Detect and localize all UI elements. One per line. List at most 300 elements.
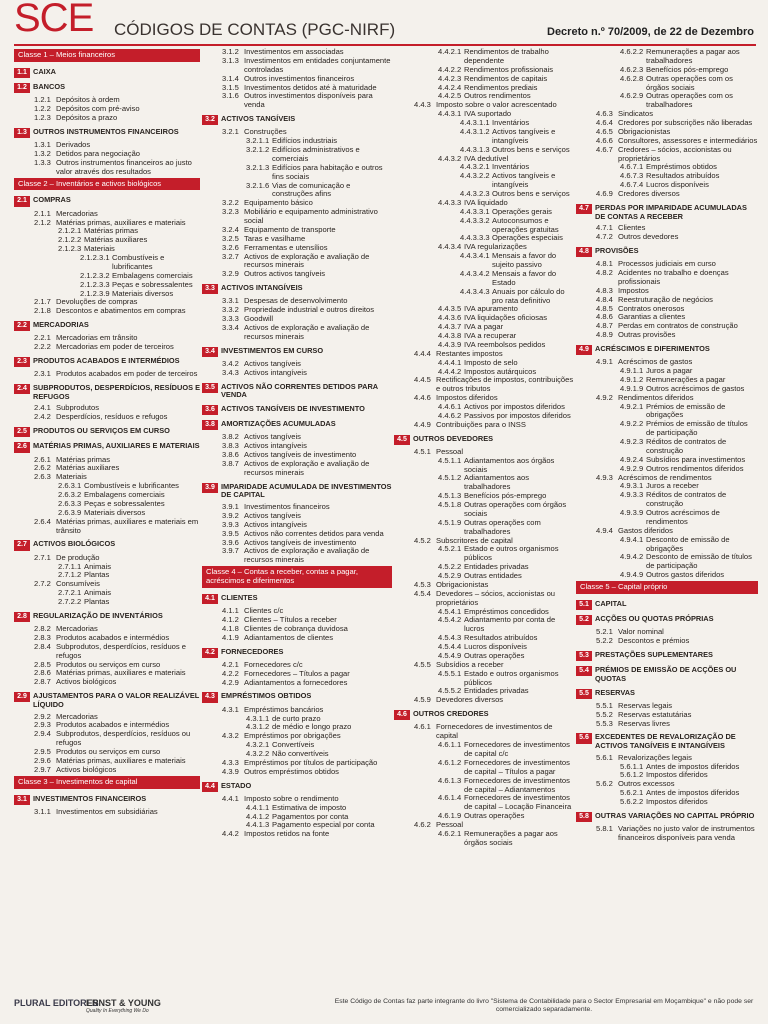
account-label: Desconto de emissão de títulos de participação [646, 552, 752, 571]
account-label: Impostos [618, 285, 649, 295]
account-number: 4.5.3 [414, 579, 431, 589]
account-number: 2.6.1 [34, 454, 51, 464]
account-label: Fornecedores c/c [244, 659, 303, 669]
account-label: Equipamento básico [244, 198, 313, 208]
account-section [202, 594, 392, 604]
account-number: 2.8.5 [34, 659, 51, 669]
account-label: Empréstimos bancários [244, 704, 324, 714]
account-label: Devoluções de compras [56, 297, 138, 307]
account-label: Plantas [84, 597, 110, 606]
account-item [576, 146, 758, 164]
account-number: 5.6.1.1 [620, 761, 644, 771]
account-number: 2.2.1 [34, 333, 51, 343]
account-label: Credores diversos [618, 189, 680, 198]
account-label: Reestruturação de negócios [618, 294, 713, 304]
account-number: 4.9.4.2 [620, 552, 644, 562]
account-number: 4.9.1.2 [620, 374, 644, 384]
account-number: 4.5.4.1 [438, 606, 462, 616]
account-item [394, 421, 574, 430]
account-item [202, 324, 392, 342]
section-title: PRÉMIOS DE EMISSÃO DE ACÇÕES OU QUOTAS [595, 665, 737, 683]
section-number: 2.8 [14, 612, 30, 622]
column-2 [202, 48, 392, 839]
section-title: PRODUTOS OU SERVIÇOS EM CURSO [33, 426, 170, 436]
account-label: Outras operações com os órgãos sociais [646, 73, 733, 92]
account-number: 3.3.1 [222, 296, 239, 306]
account-item [202, 208, 392, 226]
section-number: 3.5 [202, 383, 218, 393]
section-number: 4.3 [202, 692, 218, 702]
account-number: 5.5.1 [596, 700, 613, 710]
section-title: PRODUTOS ACABADOS E INTERMÉDIOS [33, 356, 180, 366]
account-number: 4.4.3.2.1 [460, 162, 490, 172]
account-number: 4.5.2.9 [438, 571, 462, 581]
section-number: 3.1 [14, 795, 30, 805]
section-number: 1.2 [14, 83, 30, 93]
section-number: 2.4 [14, 384, 30, 394]
account-label: IVA apuramento [464, 304, 518, 314]
account-number: 4.5.1.2 [438, 473, 462, 483]
section-title: PERDAS POR IMPARIDADE ACUMULADAS DE CONTAS A RECEBER [595, 202, 747, 221]
account-number: 4.4.3 [414, 100, 431, 110]
account-number: 4.4.3.2.3 [460, 189, 490, 198]
account-label: Adiantamentos aos órgãos sociais [464, 455, 555, 474]
account-label: Impostos retidos na fonte [244, 829, 330, 839]
account-number: 4.6.1.4 [438, 793, 462, 803]
account-number: 4.8.9 [596, 330, 613, 340]
account-label: Rectificações de impostos, contribuições e outros tributos [436, 375, 574, 394]
account-label: Detidos para negociação [56, 148, 141, 158]
account-label: Matérias primas, auxiliares e materiais [56, 755, 186, 765]
account-number: 5.5.2 [596, 709, 613, 719]
account-number: 3.2.1 [222, 127, 239, 137]
account-label: IVA reembolsos pedidos [464, 339, 546, 349]
account-item [576, 509, 758, 527]
account-number: 4.2.2 [222, 668, 239, 678]
account-item [14, 343, 200, 352]
account-label: Activos por impostos diferidos [464, 402, 565, 411]
account-label: Adiantamentos a fornecedores [244, 677, 348, 687]
account-number: 5.6.2.2 [620, 797, 644, 807]
account-label: Sindicatos [618, 109, 654, 119]
account-label: Prémios de emissão de títulos de participação [646, 419, 748, 438]
account-item [394, 376, 574, 394]
account-number: 4.4.3.4.3 [460, 286, 490, 296]
account-number: 4.4.3.8 [438, 331, 462, 340]
account-label: Outros excessos [618, 779, 675, 789]
section-title: ACTIVOS BIOLÓGICOS [33, 539, 116, 549]
account-label: Activos biológicos [56, 764, 117, 774]
account-number: 4.6.2.3 [620, 64, 644, 74]
account-label: Activos de exploração e avaliação de recursos minerais [244, 323, 370, 341]
account-section [394, 710, 574, 720]
account-label: Clientes c/c [244, 606, 284, 616]
section-number: 5.8 [576, 812, 592, 822]
account-label: IVA liquidado [464, 197, 508, 207]
account-number: 4.3.2 [222, 731, 239, 741]
account-number: 2.7.1.1 [58, 561, 82, 571]
account-number: 3.2.1.6 [246, 180, 270, 190]
account-label: Juros a pagar [646, 366, 693, 376]
account-label: Pagamentos por conta [272, 811, 349, 821]
account-label: Produtos acabados e intermédios [56, 632, 170, 642]
account-section [202, 648, 392, 658]
account-number: 4.8.2 [596, 268, 613, 277]
sponsor-tagline: Quality In Everything We Do [86, 1008, 149, 1014]
account-label: Subprodutos, desperdícios, resíduos e refugos [56, 641, 187, 660]
section-title: IMPARIDADE ACUMULADA DE INVESTIMENTOS DE CAPITAL [221, 481, 392, 500]
account-number: 4.6.3 [596, 109, 613, 119]
account-number: 4.4.3.3.1 [460, 206, 490, 216]
footer-note: Este Código de Contas faz parte integrante do livro "Sistema de Contabilidade para o Sector Empresarial em Moçambique" e não pode ser comercializado separadamente. [334, 998, 754, 1014]
account-number: 4.4.1.3 [246, 820, 270, 830]
account-section [14, 357, 200, 367]
section-title: ACÇÕES OU QUOTAS PRÓPRIAS [595, 614, 714, 624]
account-number: 2.6.4 [34, 516, 51, 526]
account-number: 4.4.2.4 [438, 82, 462, 92]
account-number: 4.5.4.2 [438, 615, 462, 625]
account-number: 4.2.1 [222, 659, 239, 669]
account-label: Contratos onerosos [618, 303, 685, 313]
column-3 [394, 48, 574, 848]
account-number: 2.8.2 [34, 624, 51, 634]
account-label: Mercadorias [56, 208, 98, 218]
account-number: 4.5.5.2 [438, 686, 462, 696]
account-item [14, 114, 200, 123]
account-label: IVA a pagar [464, 322, 504, 332]
account-number: 4.9.3.1 [620, 481, 644, 491]
section-number: 5.5 [576, 689, 592, 699]
account-label: Descontos e prémios [618, 636, 690, 646]
account-label: Entidades privadas [464, 562, 529, 572]
page-title: CÓDIGOS DE CONTAS (PGC-NIRF) [114, 20, 396, 39]
account-label: Estado e outros organismos públicos [464, 544, 559, 563]
account-label: Restantes impostos [436, 348, 503, 358]
account-number: 2.1.2.3.2 [80, 270, 110, 280]
account-section [14, 795, 200, 805]
account-number: 4.4.3.4.2 [460, 268, 490, 278]
account-label: Outros bens e serviços [492, 189, 570, 198]
class-header: Classe 3 – Investimentos de capital [14, 776, 200, 789]
account-label: Matérias primas, auxiliares e materiais [56, 217, 186, 227]
account-item [14, 518, 200, 536]
account-number: 3.2.6 [222, 242, 239, 252]
account-section [14, 442, 200, 452]
account-label: Activos não correntes detidos para venda [244, 528, 384, 538]
section-title: OUTROS DEVEDORES [413, 433, 494, 443]
account-label: Remunerações a pagar aos órgãos sociais [464, 828, 558, 847]
account-label: Ferramentas e utensílios [244, 242, 328, 252]
account-label: Fornecedores de investimentos de capital – Locação Financeira [464, 793, 572, 812]
account-number: 4.6.4 [596, 118, 613, 127]
account-section [202, 115, 392, 125]
account-number: 1.3.3 [34, 157, 51, 167]
account-label: Garantias a clientes [618, 312, 686, 322]
account-label: Fornecedores de investimentos de capital – Adiantamentos [464, 775, 570, 794]
account-label: Clientes – Títulos a receber [244, 615, 337, 624]
account-number: 4.9.2 [596, 392, 613, 402]
account-number: 2.3.1 [34, 369, 51, 379]
account-number: 4.9.2.2 [620, 419, 644, 429]
account-number: 4.5.1.8 [438, 500, 462, 510]
sponsor-logo [86, 998, 161, 1014]
account-section [576, 615, 758, 625]
account-section [576, 204, 758, 221]
section-number: 5.3 [576, 651, 592, 661]
account-item [14, 307, 200, 316]
account-section [202, 284, 392, 294]
account-number: 4.4.9 [414, 419, 431, 429]
account-label: Outros bens e serviços [492, 144, 570, 154]
account-label: Investimentos em subsidiárias [56, 806, 158, 816]
account-item [394, 252, 574, 270]
section-title: PRESTAÇÕES SUPLEMENTARES [595, 650, 713, 660]
account-number: 1.2.1 [34, 95, 51, 105]
account-section [14, 384, 200, 401]
account-label: Rendimentos de trabalho dependente [464, 47, 549, 65]
account-item [576, 491, 758, 509]
account-number: 4.8.1 [596, 259, 613, 269]
section-title: PROVISÕES [595, 245, 639, 255]
account-label: Matérias primas, auxiliares e materiais em trânsito [56, 516, 199, 535]
account-label: Activos intangíveis [244, 441, 307, 451]
account-label: Combustíveis e lubrificantes [112, 253, 165, 271]
account-item [576, 48, 758, 66]
account-section [14, 692, 200, 709]
section-number: 2.1 [14, 196, 30, 206]
account-number: 4.9.2.1 [620, 401, 644, 411]
account-number: 4.5.4 [414, 588, 431, 598]
decree-reference: Decreto n.º 70/2009, de 22 de Dezembro [547, 26, 754, 38]
section-number: 4.5 [394, 435, 410, 445]
section-title: INVESTIMENTOS EM CURSO [221, 345, 324, 355]
account-label: Estimativa de imposto [272, 802, 347, 812]
account-item [576, 438, 758, 456]
account-label: Outros investimentos disponíveis para venda [244, 91, 373, 110]
account-label: Activos intangíveis [244, 367, 307, 377]
account-number: 4.9.2.3 [620, 437, 644, 447]
account-number: 4.4.3.7 [438, 322, 462, 332]
account-section [14, 68, 200, 78]
account-item [202, 634, 392, 643]
account-label: Consultores, assessores e intermediários [618, 135, 758, 145]
account-label: Revalorizações legais [618, 752, 692, 762]
account-label: Outros acréscimos de rendimentos [646, 508, 720, 526]
account-number: 2.9.4 [34, 729, 51, 739]
account-number: 3.9.2 [222, 510, 239, 520]
account-label: Adiantamentos aos trabalhadores [464, 473, 530, 492]
account-item [576, 553, 758, 571]
section-number: 4.7 [576, 204, 592, 214]
account-number: 4.2.9 [222, 677, 239, 687]
account-number: 4.5.4.3 [438, 633, 462, 643]
account-number: 2.8.3 [34, 632, 51, 642]
account-section [14, 196, 200, 206]
account-label: Consumíveis [56, 579, 100, 589]
account-section [202, 483, 392, 500]
account-section [576, 666, 758, 683]
account-label: Mobiliário e equipamento administrativo social [244, 207, 378, 226]
account-label: Investimentos financeiros [244, 502, 330, 512]
account-number: 2.1.2.3.1 [80, 253, 110, 262]
account-number: 4.5.1.1 [438, 455, 462, 465]
account-label: Desconto de emissão de obrigações [646, 534, 730, 553]
account-number: 2.6.3.1 [58, 481, 82, 491]
account-label: Outros activos tangíveis [244, 269, 326, 279]
account-number: 2.6.3.9 [58, 507, 82, 517]
section-number: 3.4 [202, 347, 218, 357]
account-number: 4.4.1 [222, 793, 239, 803]
account-number: 1.3.1 [34, 140, 51, 150]
section-number: 2.2 [14, 321, 30, 331]
account-label: Autoconsumos e operações gratuitas [492, 215, 559, 234]
account-number: 4.6.6 [596, 135, 613, 145]
account-number: 4.4.3.1.2 [460, 126, 490, 136]
account-number: 3.1.6 [222, 91, 239, 101]
account-number: 4.4.3.1.3 [460, 144, 490, 154]
account-section [202, 692, 392, 702]
section-title: ACTIVOS INTANGÍVEIS [221, 283, 303, 293]
section-title: COMPRAS [33, 195, 71, 205]
account-number: 4.4.1.2 [246, 811, 270, 821]
account-item [394, 519, 574, 537]
account-number: 4.4.3.1 [438, 109, 462, 119]
account-number: 4.9.4.9 [620, 570, 644, 580]
account-number: 5.2.1 [596, 627, 613, 637]
account-label: Outros empréstimos obtidos [244, 766, 339, 776]
account-label: Clientes de cobrança duvidosa [244, 623, 348, 633]
section-number: 3.2 [202, 115, 218, 125]
account-label: Goodwill [244, 314, 274, 324]
section-title: FORNECEDORES [221, 646, 284, 656]
account-number: 2.4.2 [34, 412, 51, 422]
account-label: Vias de comunicação e construções afins [272, 180, 351, 199]
account-label: Subscritores de capital [436, 535, 513, 545]
account-number: 3.3.4 [222, 323, 239, 332]
section-title: ESTADO [221, 780, 252, 790]
account-section [14, 83, 200, 93]
account-label: Rendimentos de capitais [464, 73, 548, 83]
account-number: 5.6.1.2 [620, 770, 644, 780]
account-item [394, 590, 574, 608]
account-label: Embalagens comerciais [112, 270, 193, 280]
account-label: Réditos de contratos de construção [646, 437, 727, 455]
account-number: 4.4.1.1 [246, 802, 270, 812]
account-label: de curto prazo [272, 713, 321, 723]
account-section [14, 427, 200, 437]
account-label: Acidentes no trabalho e doenças profissionais [618, 268, 729, 286]
account-label: Outras operações com órgãos sociais [464, 500, 567, 518]
account-label: Perdas em contratos de construção [618, 321, 738, 331]
account-number: 4.5.4.9 [438, 650, 462, 660]
page-header [0, 0, 768, 44]
account-item [576, 825, 758, 843]
account-number: 4.6.7 [596, 144, 613, 154]
account-number: 3.8.6 [222, 450, 239, 460]
class-header: Classe 5 – Capital próprio [576, 581, 758, 594]
account-number: 4.3.3 [222, 757, 239, 767]
account-number: 3.8.2 [222, 432, 239, 442]
account-number: 5.6.1 [596, 752, 613, 762]
account-label: Reservas livres [618, 718, 670, 728]
section-number: 1.1 [14, 68, 30, 78]
account-label: Activos tangíveis [244, 432, 301, 442]
account-item [202, 460, 392, 478]
account-item [394, 777, 574, 795]
account-label: Impostos diferidos [436, 393, 498, 403]
account-label: Imposto de selo [464, 357, 518, 367]
account-label: Fornecedores – Títulos a pagar [244, 668, 350, 678]
account-number: 4.5.9 [414, 695, 431, 705]
account-number: 4.4.3.6 [438, 313, 462, 323]
account-label: Impostos autárquicos [464, 366, 537, 376]
account-label: Variações no justo valor de instrumentos financeiros disponíveis para venda [618, 824, 755, 842]
section-number: 5.1 [576, 600, 592, 610]
account-label: Outros investimentos financeiros [244, 73, 355, 83]
account-number: 2.1.2.3 [58, 244, 82, 254]
account-item [14, 254, 200, 272]
account-label: Investimentos em entidades conjuntamente controladas [244, 55, 391, 74]
account-item [576, 269, 758, 287]
account-label: Operações especiais [492, 233, 563, 243]
account-label: Convertíveis [272, 740, 315, 750]
account-label: Outros rendimentos [464, 91, 531, 101]
account-label: Subprodutos, desperdícios, resíduos ou refugos [56, 729, 191, 748]
account-item [576, 637, 758, 646]
account-number: 4.1.8 [222, 623, 239, 633]
account-label: Juros a receber [646, 481, 699, 491]
section-title: ACTIVOS NÃO CORRENTES DETIDOS PARA VENDA [221, 381, 378, 400]
account-number: 4.4.3.3.2 [460, 215, 490, 225]
account-item [576, 190, 758, 199]
account-label: Activos tangíveis e intangíveis [492, 126, 556, 145]
section-number: 4.1 [202, 594, 218, 604]
account-label: Depósitos com pré-aviso [56, 104, 140, 114]
section-title: ACTIVOS TANGÍVEIS DE INVESTIMENTO [221, 404, 365, 413]
account-number: 4.6.7.3 [620, 171, 644, 181]
account-number: 3.4.2 [222, 358, 239, 368]
account-number: 4.6.2.1 [438, 828, 462, 838]
section-title: SUBPRODUTOS, DESPERDÍCIOS, RESÍDUOS E REFUGOS [33, 383, 201, 401]
account-label: de médio e longo prazo [272, 722, 352, 732]
account-section [14, 128, 200, 138]
account-item [394, 759, 574, 777]
class-header: Classe 2 – Inventários e activos biológicos [14, 178, 200, 191]
account-item [394, 670, 574, 688]
account-item [394, 288, 574, 306]
account-label: Activos tangíveis [244, 358, 301, 368]
account-number: 4.7.1 [596, 223, 613, 233]
account-label: Depósitos à ordem [56, 95, 120, 105]
account-item [394, 172, 574, 190]
account-number: 4.5.1 [414, 446, 431, 456]
account-number: 4.1.9 [222, 632, 239, 642]
account-item [202, 182, 392, 200]
account-item [394, 474, 574, 492]
account-number: 4.6.7.1 [620, 162, 644, 172]
account-number: 4.9.2.4 [620, 454, 644, 464]
account-number: 2.1.2.1 [58, 226, 82, 236]
account-label: Empréstimos por títulos de participação [244, 757, 378, 767]
account-number: 2.9.3 [34, 720, 51, 730]
account-number: 2.1.8 [34, 306, 51, 316]
account-label: Acréscimos de gastos [618, 357, 693, 367]
account-label: Subsídios para investimentos [646, 454, 746, 464]
account-label: Depósitos a prazo [56, 113, 118, 122]
section-number: 2.7 [14, 540, 30, 550]
account-number: 4.4.3.9 [438, 339, 462, 349]
account-label: Outros rendimentos diferidos [646, 463, 744, 473]
